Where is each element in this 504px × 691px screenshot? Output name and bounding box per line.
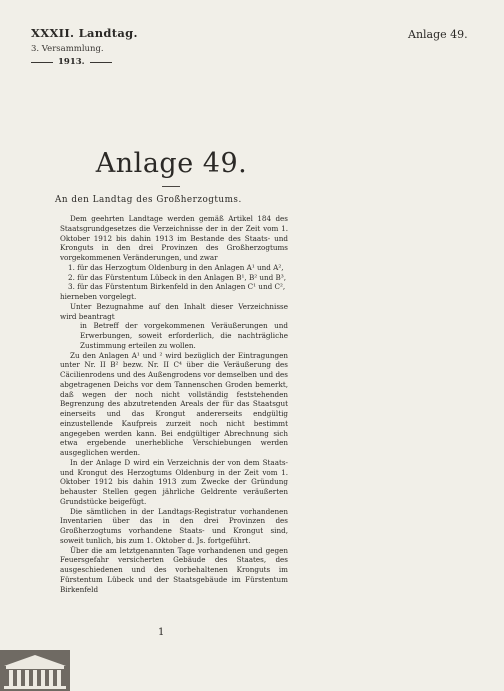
- body-text: [60, 214, 288, 594]
- library-building-logo: [0, 650, 70, 691]
- paragraph-anlagen-a: Zu den Anlagen A¹ und ² wird bezüglich der Eintragungen unter Nr. II B² bezw. Nr. II C⁴ über die Veräußerung des Cäcilienrodens und des Außengrodens vor demselben und des abgetragenen Deichs vor dem Tannenschen Groden bemerkt, daß wegen der noch nicht vollständig feststehenden Begrenzung des abzutretenden Areals der für das Staatsgut einerseits und das Krongut andererseits endgültig einzustellende Kaufpreis zurzeit noch nicht bestimmt angegeben werden kann. Bei endgültiger Abrechnung sich etwa ergebende unerhebliche Verschiebungen werden ausgeglichen werden.: [60, 350, 288, 457]
- annex-header: Anlage 49.: [408, 28, 468, 41]
- year-label: 1913.: [58, 57, 85, 67]
- list-item-oldenburg: 1. für das Herzogtum Oldenburg in den Anlagen A¹ und A²,: [68, 262, 284, 272]
- session-label: 3. Versammlung.: [31, 44, 104, 54]
- paragraph-zustimmung: in Betreff der vorgekommenen Veräußerungen und Erwerbungen, soweit erforderlich, die nachträgliche Zustimmung erteilen zu wollen.: [80, 321, 288, 350]
- rule-right: [90, 62, 112, 63]
- page-title: Anlage 49.: [95, 148, 248, 179]
- paragraph-gebaeude: Über die am letztgenannten Tage vorhandenen und gegen Feuersgefahr versicherten Gebäude des Staates, des ausgeschiedenen und des vorbehaltenen Kronguts im Fürstentum Lübeck und der Staatsgebäude im Fürstentum Birkenfeld: [60, 545, 288, 594]
- volume-title: XXXII. Landtag.: [31, 26, 138, 40]
- page-number: 1: [158, 627, 165, 638]
- year-line: [31, 57, 138, 67]
- paragraph-vorgelegt: hierneben vorgelegt.: [60, 292, 137, 301]
- paragraph-antrag: Unter Bezugnahme auf den Inhalt dieser Verzeichnisse wird beantragt: [60, 301, 288, 321]
- list-item-birkenfeld: 3. für das Fürstentum Birkenfeld in den Anlagen C¹ und C²,: [68, 282, 286, 292]
- address-line: An den Landtag des Großherzogtums.: [55, 195, 242, 205]
- paragraph-anlage-d: In der Anlage D wird ein Verzeichnis der von dem Staats- und Krongut des Herzogtums Oldenburg in der Zeit vom 1. Oktober 1912 bis dahin 1913 zum Zwecke der Gründung behauster Stellen gegen jährliche Geldrente veräußerten Grundstücke beigefügt.: [60, 457, 288, 506]
- rule-left: [31, 62, 53, 63]
- paragraph-intro: Dem geehrten Landtage werden gemäß Artikel 184 des Staatsgrundgesetzes die Verzeichnisse der in der Zeit vom 1. Oktober 1912 bis dahin 1913 im Bestande des Staats- und Kronguts in den drei Provinzen des Großherzogtums vorgekommenen Veränderungen, und zwar: [60, 214, 288, 262]
- paragraph-inventarien: Die sämtlichen in der Landtags-Registratur vorhandenen Inventarien über das in den drei Provinzen des Großherzogtums vorhandene Staats- und Krongut sind, soweit tunlich, bis zum 1. Oktober d. Js. fortgeführt.: [60, 506, 288, 545]
- list-item-luebeck: 2. für das Fürstentum Lübeck in den Anlagen B¹, B² und B³,: [68, 272, 286, 282]
- title-divider: [162, 186, 180, 187]
- header-left: [31, 26, 138, 67]
